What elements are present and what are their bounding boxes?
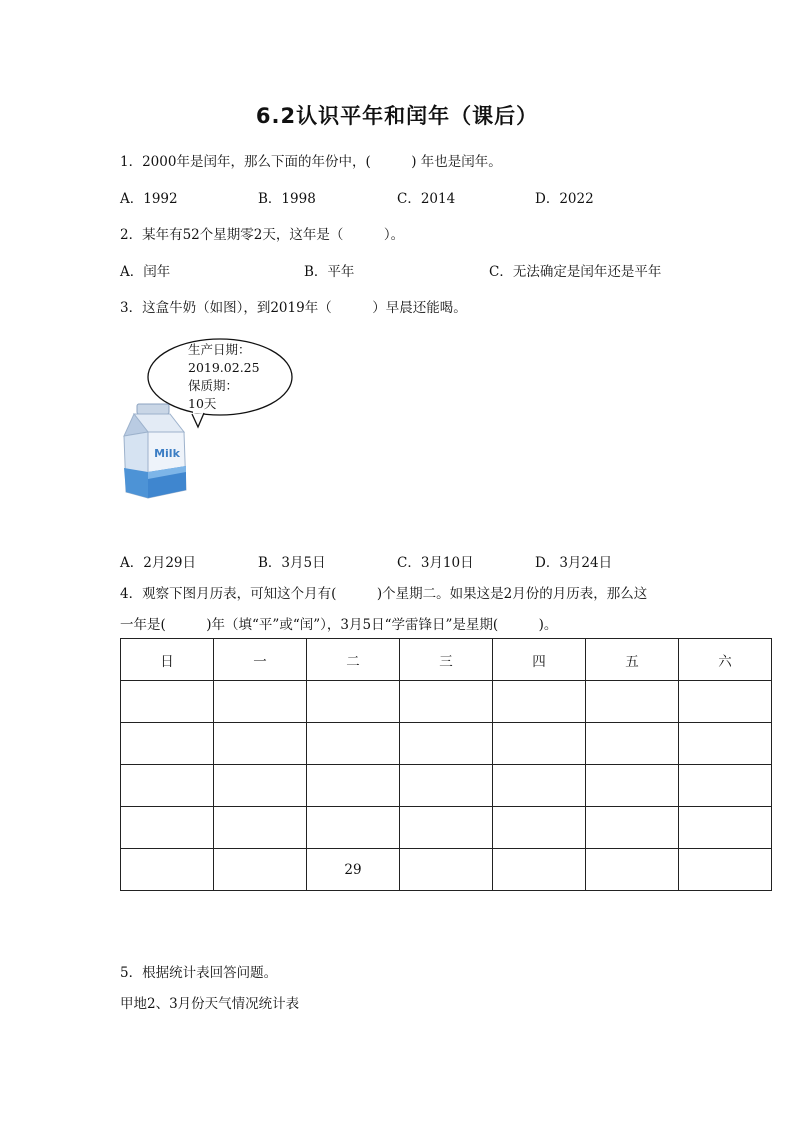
calendar-cell [586, 765, 679, 807]
weekday-fri: 五 [586, 639, 679, 681]
question-5: 5．根据统计表回答问题。 [120, 965, 278, 981]
calendar-cell [679, 849, 772, 891]
calendar-cell [400, 723, 493, 765]
q1-option-c[interactable]: C．2014 [397, 191, 456, 207]
calendar-cell [400, 807, 493, 849]
calendar-table [120, 638, 772, 891]
calendar-week-row [121, 723, 772, 765]
calendar-cell [400, 681, 493, 723]
calendar-cell [400, 765, 493, 807]
calendar-cell [586, 849, 679, 891]
calendar-cell [493, 723, 586, 765]
calendar-cell-29: 29 [307, 849, 400, 891]
q3-option-d[interactable]: D．3月24日 [535, 555, 613, 571]
calendar-cell [121, 807, 214, 849]
calendar-cell [214, 849, 307, 891]
q3-option-c[interactable]: C．3月10日 [397, 555, 474, 571]
calendar-cell [493, 681, 586, 723]
weekday-thu: 四 [493, 639, 586, 681]
calendar-cell [121, 723, 214, 765]
q2-option-b[interactable]: B．平年 [304, 264, 355, 280]
shelf-life-label: 保质期： [188, 378, 239, 393]
calendar-cell [493, 765, 586, 807]
calendar-cell [679, 807, 772, 849]
milk-carton-image [118, 402, 193, 502]
calendar-cell [214, 723, 307, 765]
calendar-cell [121, 765, 214, 807]
production-date-label: 生产日期： [188, 342, 251, 357]
calendar-cell [214, 765, 307, 807]
question-3: 3．这盒牛奶（如图），到2019年（ ）早晨还能喝。 [120, 300, 467, 316]
calendar-week-row [121, 765, 772, 807]
calendar-cell [586, 681, 679, 723]
calendar-cell [679, 723, 772, 765]
calendar-cell [307, 723, 400, 765]
weekday-sun: 日 [121, 639, 214, 681]
calendar-cell [400, 849, 493, 891]
calendar-cell [679, 765, 772, 807]
q3-option-a[interactable]: A．2月29日 [120, 555, 197, 571]
q2-option-c[interactable]: C．无法确定是闰年还是平年 [489, 264, 662, 280]
calendar-cell [586, 807, 679, 849]
calendar-week-row [121, 807, 772, 849]
production-date-value: 2019.02.25 [188, 360, 260, 375]
calendar-header-row [121, 639, 772, 681]
calendar-cell [493, 849, 586, 891]
bubble-text [188, 341, 260, 413]
q3-option-b[interactable]: B．3月5日 [258, 555, 326, 571]
calendar-cell [493, 807, 586, 849]
calendar-cell [679, 681, 772, 723]
q5-table-title: 甲地2、3月份天气情况统计表 [120, 996, 300, 1012]
calendar-cell [586, 723, 679, 765]
weekday-sat: 六 [679, 639, 772, 681]
question-4-line-2: 一年是( )年（填“平”或“闰”），3月5日“学雷锋日”是星期( )。 [120, 617, 558, 633]
question-2: 2．某年有52个星期零2天，这年是（ ）。 [120, 227, 405, 243]
calendar-cell [307, 765, 400, 807]
q1-option-d[interactable]: D．2022 [535, 191, 594, 207]
weekday-wed: 三 [400, 639, 493, 681]
calendar-cell [214, 681, 307, 723]
shelf-life-value: 10天 [188, 396, 217, 411]
question-1: 1．2000年是闰年，那么下面的年份中，( ) 年也是闰年。 [120, 154, 502, 170]
q1-option-b[interactable]: B．1998 [258, 191, 316, 207]
q2-option-a[interactable]: A．闰年 [120, 264, 171, 280]
weekday-tue: 二 [307, 639, 400, 681]
calendar-cell [307, 807, 400, 849]
calendar-week-row [121, 849, 772, 891]
calendar-cell [121, 849, 214, 891]
milk-label: Milk [154, 447, 180, 460]
calendar-cell [121, 681, 214, 723]
page-title: 6.2认识平年和闰年（课后） [255, 104, 539, 128]
question-4-line-1: 4．观察下图月历表，可知这个月有( )个星期二。如果这是2月份的月历表，那么这 [120, 586, 648, 602]
calendar-cell [214, 807, 307, 849]
calendar-week-row [121, 681, 772, 723]
weekday-mon: 一 [214, 639, 307, 681]
calendar-cell [307, 681, 400, 723]
q1-option-a[interactable]: A．1992 [120, 191, 178, 207]
